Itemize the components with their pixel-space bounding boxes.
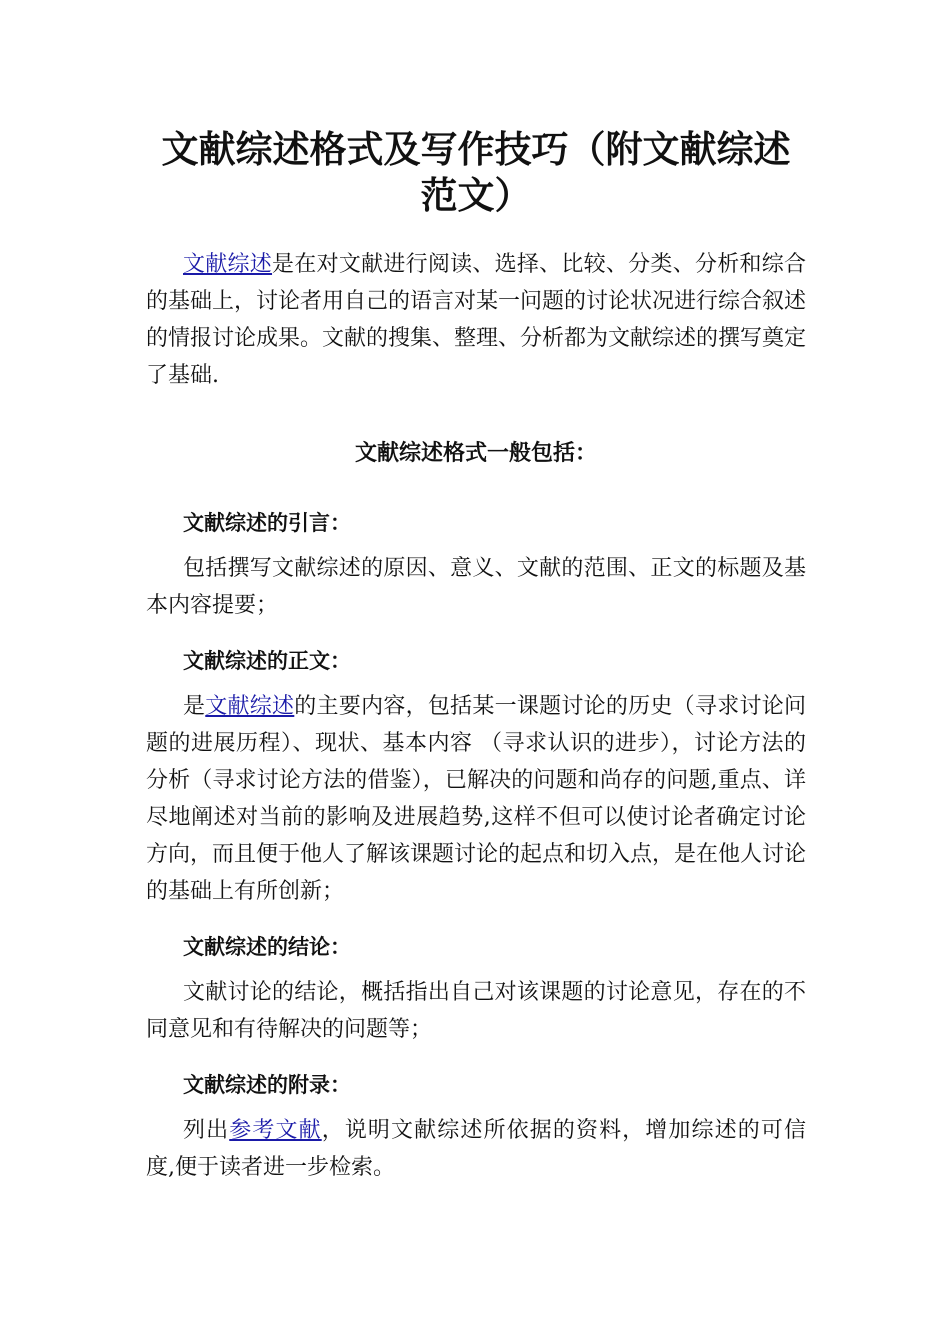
introduction-heading: 文献综述的引言： xyxy=(183,510,351,535)
appendix-text: ，说明文献综述所依据的资料，增加综述的可信度,便于读者进一步检索。 xyxy=(146,1118,806,1180)
appendix-section xyxy=(146,1070,806,1186)
document-page xyxy=(146,126,806,1186)
appendix-paragraph xyxy=(146,1112,806,1186)
appendix-heading: 文献综述的附录： xyxy=(183,1072,351,1097)
introduction-text: 包括撰写文献综述的原因、意义、文献的范围、正文的标题及基本内容提要； xyxy=(146,556,806,618)
intro-paragraph xyxy=(146,246,806,394)
literature-review-link-2[interactable]: 文献综述 xyxy=(205,694,295,719)
conclusion-text: 文献讨论的结论，概括指出自己对该课题的讨论意见，存在的不同意见和有待解决的问题等； xyxy=(146,980,806,1042)
document-title: 文献综述格式及写作技巧（附文献综述范文） xyxy=(161,127,791,217)
intro-text: 是在对文献进行阅读、选择、比较、分类、分析和综合的基础上，讨论者用自己的语言对某一问题的讨论状况进行综合叙述的情报讨论成果。文献的搜集、整理、分析都为文献综述的撰写奠定了基础. xyxy=(146,252,807,388)
body-paragraph xyxy=(146,688,806,910)
introduction-section xyxy=(146,508,806,624)
body-prefix: 是 xyxy=(183,694,206,719)
body-heading: 文献综述的正文： xyxy=(183,648,351,673)
body-section xyxy=(146,646,806,910)
references-link[interactable]: 参考文献 xyxy=(229,1118,322,1143)
conclusion-heading: 文献综述的结论： xyxy=(183,934,351,959)
body-text: 的主要内容，包括某一课题讨论的历史（寻求讨论问题的进展历程）、现状、基本内容 （寻求认识的进步），讨论方法的分析（寻求讨论方法的借鉴），已解决的问题和尚存的问题,重点、详尽地阐述对当前的影响及进展趋势,这样不但可以使讨论者确定讨论方向，而且便于他人了解该课题讨论的起点和切入点，是在他人讨论的基础上有所创新； xyxy=(146,694,807,904)
appendix-prefix: 列出 xyxy=(183,1118,230,1143)
conclusion-section xyxy=(146,932,806,1048)
literature-review-link[interactable]: 文献综述 xyxy=(183,252,273,277)
section-title: 文献综述格式一般包括： xyxy=(354,440,597,466)
